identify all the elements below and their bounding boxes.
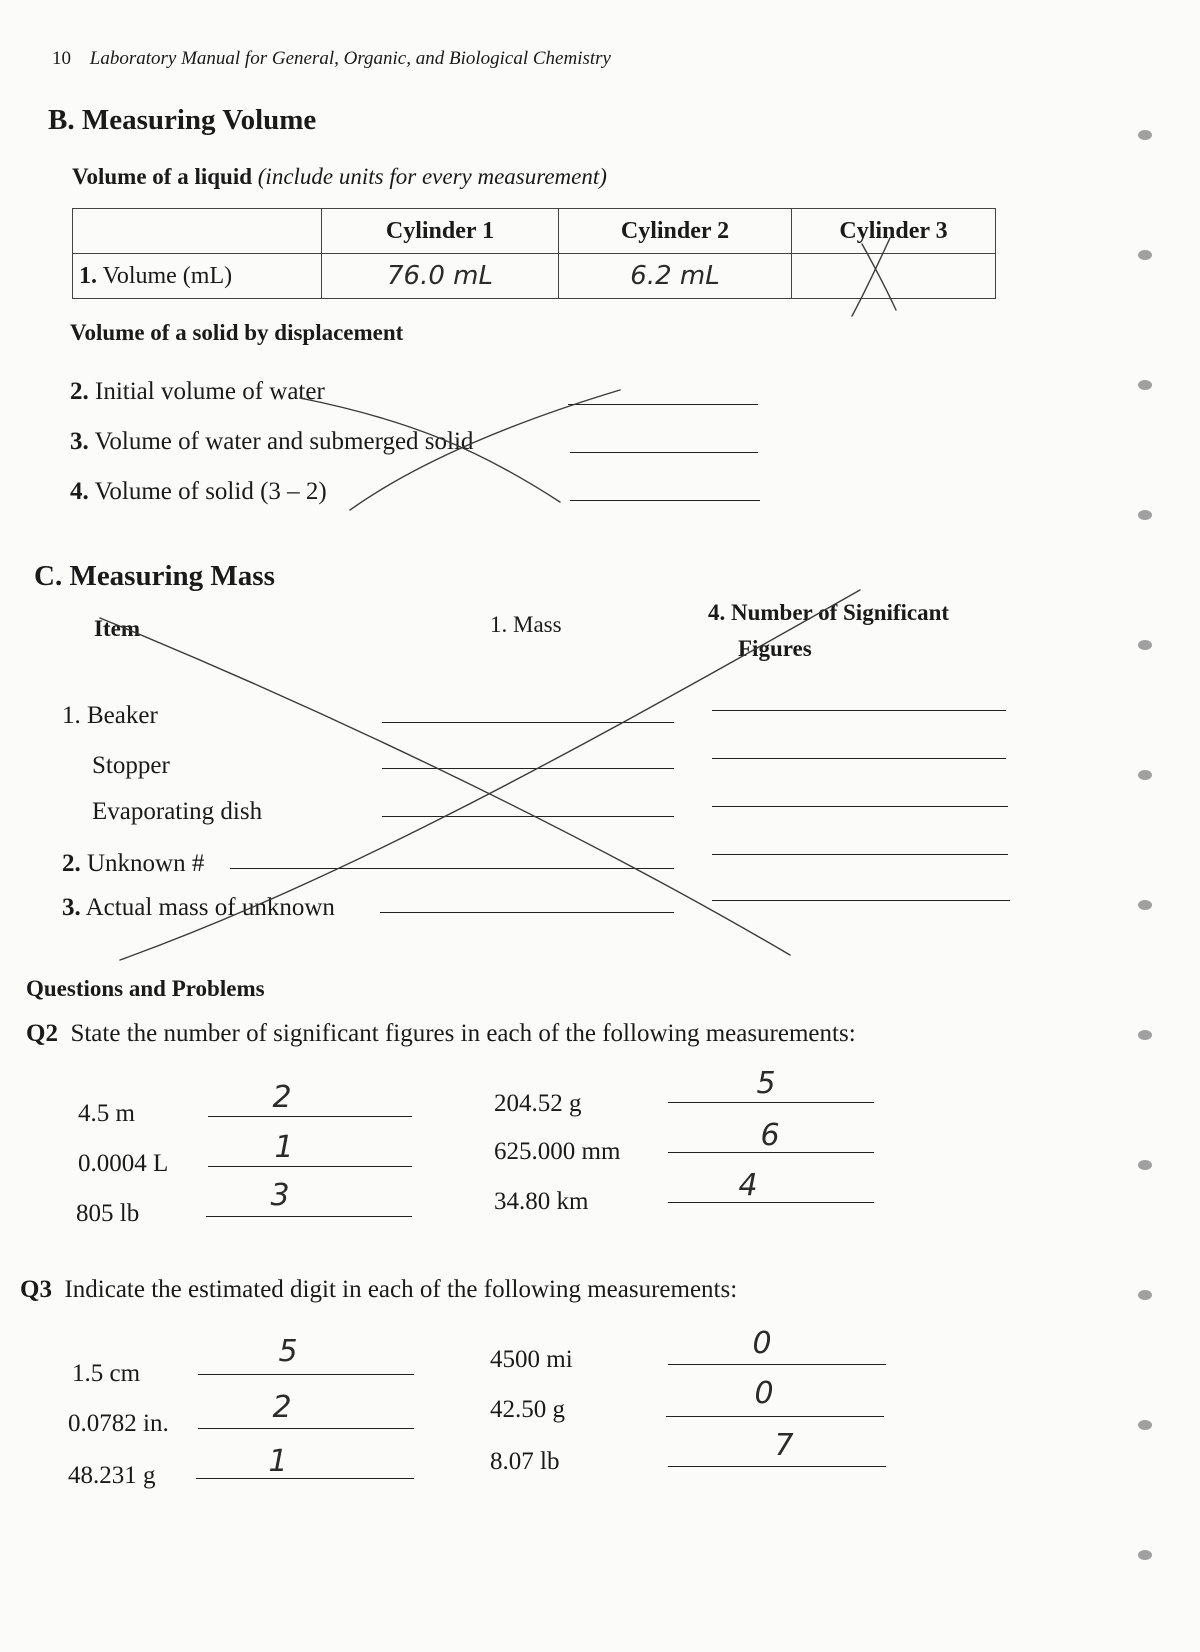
q2-answer[interactable]: 1 — [274, 1130, 294, 1165]
question-text: Indicate the estimated digit in each of the following measurements: — [64, 1276, 738, 1303]
solid-heading: Volume of a solid by displacement — [70, 320, 404, 345]
sigfig-answer-line[interactable] — [712, 710, 1006, 711]
column-item: Item — [94, 616, 140, 641]
binder-hole — [1138, 900, 1152, 910]
answer-line[interactable] — [568, 404, 758, 405]
mass-answer-line[interactable] — [382, 816, 674, 817]
answer-line[interactable] — [196, 1478, 414, 1479]
row-number: 4. — [70, 478, 89, 505]
q2-answer[interactable]: 2 — [272, 1080, 292, 1115]
question-text: State the number of significant figures in each of the following measurements: — [70, 1020, 856, 1047]
solid-row-initial — [70, 378, 325, 406]
table-header-row — [73, 209, 996, 254]
question-number: Q2 — [26, 1020, 58, 1047]
mass-row-actual — [62, 894, 335, 922]
binder-holes — [1120, 0, 1200, 1652]
liquid-note: (include units for every measurement) — [257, 164, 607, 189]
questions-title: Questions and Problems — [26, 976, 265, 1001]
table-header-empty — [73, 209, 322, 254]
mass-answer-line[interactable] — [382, 768, 674, 769]
answer-line[interactable] — [198, 1374, 414, 1375]
row-label: Evaporating dish — [92, 798, 263, 825]
row-number: 1. — [62, 702, 81, 729]
q3-measure: 42.50 g — [490, 1396, 565, 1423]
mass-row-stopper — [92, 752, 170, 780]
answer-line[interactable] — [208, 1166, 412, 1167]
binder-hole — [1138, 250, 1152, 260]
binder-hole — [1138, 130, 1152, 140]
row-label: Volume of solid (3 – 2) — [94, 478, 327, 505]
binder-hole — [1138, 1030, 1152, 1040]
answer-line[interactable] — [570, 500, 760, 501]
q2-measure: 625.000 mm — [494, 1138, 621, 1165]
mass-answer-line[interactable] — [380, 912, 674, 913]
q3-measure: 1.5 cm — [72, 1360, 141, 1387]
row-number: 3. — [70, 428, 89, 455]
row-label: Unknown # — [87, 850, 205, 877]
row-number: 3. — [62, 894, 81, 921]
mass-answer-line[interactable] — [230, 868, 674, 869]
answer-line[interactable] — [668, 1364, 886, 1365]
q2-answer[interactable]: 5 — [756, 1066, 776, 1101]
answer-line[interactable] — [668, 1202, 874, 1203]
liquid-heading — [72, 164, 607, 190]
answer-line[interactable] — [668, 1466, 886, 1467]
sigfig-answer-line[interactable] — [712, 806, 1008, 807]
q2-measure: 4.5 m — [78, 1100, 135, 1127]
section-b-title: B. Measuring Volume — [48, 104, 317, 136]
q3-answer[interactable]: 2 — [272, 1390, 292, 1425]
answer-line[interactable] — [206, 1216, 412, 1217]
mass-row-beaker — [62, 702, 158, 730]
answer-line[interactable] — [668, 1102, 874, 1103]
q2-measure: 34.80 km — [494, 1188, 589, 1215]
table-header-cylinder-1: Cylinder 1 — [322, 209, 559, 254]
volume-table — [72, 208, 996, 299]
running-header — [52, 48, 611, 70]
table-header-cylinder-2: Cylinder 2 — [559, 209, 792, 254]
q3-measure: 4500 mi — [490, 1346, 573, 1373]
table-header-cylinder-3: Cylinder 3 — [792, 209, 996, 254]
solid-row-submerged — [70, 428, 473, 456]
q3-answer[interactable]: 0 — [754, 1376, 774, 1411]
q2-answer[interactable]: 4 — [738, 1168, 758, 1203]
sigfig-answer-line[interactable] — [712, 854, 1008, 855]
solid-row-volume — [70, 478, 327, 506]
q2-prompt — [26, 1020, 856, 1048]
q3-answer[interactable]: 5 — [278, 1334, 298, 1369]
q2-measure: 805 lb — [76, 1200, 140, 1227]
answer-line[interactable] — [666, 1416, 884, 1417]
row-label: Stopper — [92, 752, 170, 779]
q3-measure: 8.07 lb — [490, 1448, 560, 1475]
answer-line[interactable] — [198, 1428, 414, 1429]
row-label-text: Volume (mL) — [102, 262, 233, 289]
binder-hole — [1138, 1420, 1152, 1430]
mass-row-unknown — [62, 850, 204, 878]
answer-line[interactable] — [570, 452, 758, 453]
row-number: 1. — [79, 262, 97, 289]
q3-measure: 48.231 g — [68, 1462, 156, 1489]
cylinder-3-volume[interactable] — [792, 254, 996, 299]
row-number: 2. — [62, 850, 81, 877]
column-sigfig-line-1: 4. Number of Significant — [708, 600, 950, 625]
cylinder-1-volume[interactable]: 76.0 mL — [322, 254, 559, 299]
page-number: 10 — [52, 48, 71, 69]
q2-measure: 0.0004 L — [78, 1150, 169, 1177]
binder-hole — [1138, 1290, 1152, 1300]
row-number: 2. — [70, 378, 89, 405]
binder-hole — [1138, 1160, 1152, 1170]
mass-answer-line[interactable] — [382, 722, 674, 723]
q3-answer[interactable]: 1 — [268, 1444, 288, 1479]
liquid-heading-text: Volume of a liquid — [72, 164, 253, 189]
q2-answer[interactable]: 6 — [760, 1118, 780, 1153]
book-title: Laboratory Manual for General, Organic, and Biological Chemistry — [89, 48, 611, 69]
row-label: Volume of water and submerged solid — [94, 428, 474, 455]
binder-hole — [1138, 510, 1152, 520]
sigfig-answer-line[interactable] — [712, 900, 1010, 901]
column-mass: 1. Mass — [490, 612, 562, 637]
q3-answer[interactable]: 7 — [774, 1428, 794, 1463]
binder-hole — [1138, 770, 1152, 780]
question-number: Q3 — [20, 1276, 52, 1303]
row-label: Beaker — [87, 702, 158, 729]
sigfig-answer-line[interactable] — [712, 758, 1006, 759]
answer-line[interactable] — [208, 1116, 412, 1117]
column-sigfig-line-2: Figures — [738, 636, 812, 661]
binder-hole — [1138, 640, 1152, 650]
q3-measure: 0.0782 in. — [68, 1410, 169, 1437]
section-c-title: C. Measuring Mass — [34, 560, 275, 592]
binder-hole — [1138, 1550, 1152, 1560]
cylinder-2-volume[interactable]: 6.2 mL — [559, 254, 792, 299]
q3-answer[interactable]: 0 — [752, 1326, 772, 1361]
binder-hole — [1138, 380, 1152, 390]
q2-answer[interactable]: 3 — [270, 1178, 290, 1213]
q3-prompt — [20, 1276, 737, 1304]
q2-measure: 204.52 g — [494, 1090, 582, 1117]
row-label: Actual mass of unknown — [85, 894, 335, 921]
table-row-label — [73, 254, 322, 299]
row-label: Initial volume of water — [95, 378, 325, 405]
table-row — [73, 254, 996, 299]
mass-row-evaporating-dish — [92, 798, 262, 826]
